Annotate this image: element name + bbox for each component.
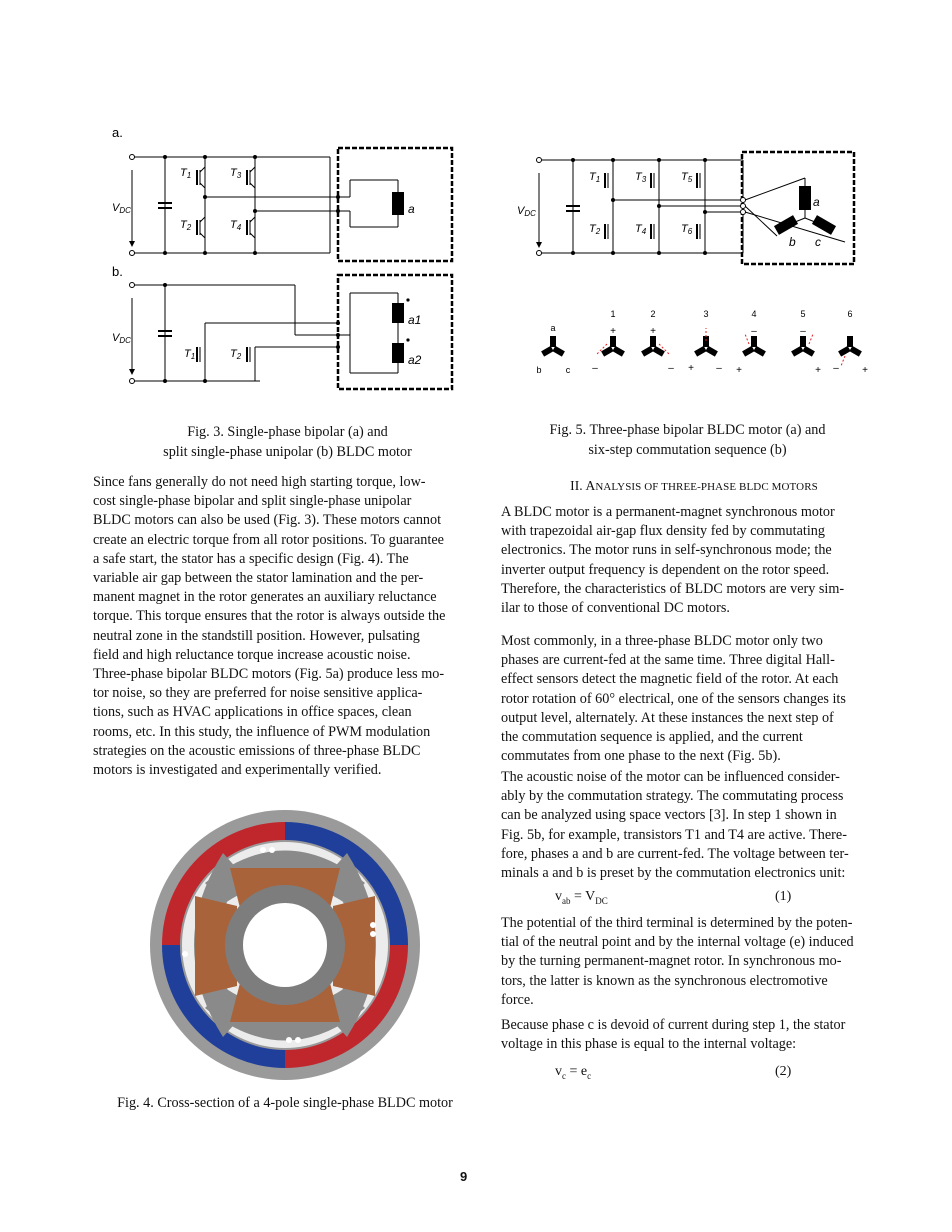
commutation-stars — [541, 336, 862, 357]
right-paragraph-1: A BLDC motor is a permanent-magnet synchronous motor with trapezoidal air-gap flux density fed by commutating electronics. The motor runs in self-synchronous mode; the inverter output frequency is dependent on the rotor speed. Therefore, the characteristics of BLDC motors are very sim- ilar to those of conventional DC motors. — [501, 504, 845, 617]
left-paragraph: Since fans generally do not need high starting torque, low- cost single-phase bipolar and split single-phase unipolar BLDC motors can also be used (Fig. 3). These motors cannot create an electric torque from all rotor positions. To guarantee a safe start, the stator has a specific design (Fig. 4). The variable air gap between the stator lamination and the per- manent magnet in the rotor generates an auxiliary reluctance torque. This torque ensures that the rotor is always outside the neutral zone in the standstill position. However, pulsating field and high reluctance torque increase acoustic noise. Three-phase bipolar BLDC motors (Fig. 5a) produce less mo- tor noise, so they are preferred for noise sensitive applica- tions, such as HVAC applications in office spaces, clean rooms, etc. In this study, the influence of PWM modulation strategies on the acoustic emissions of three-phase BLDC motors is investigated and experimentally verified. — [93, 474, 446, 779]
step-6-label: 6 — [847, 309, 853, 319]
fig3-winding-a1: a1 — [408, 313, 422, 327]
equation-1: $v_{ab} = V_{DC}$ (1) — [555, 889, 792, 906]
fig5-phase-a: a — [813, 195, 820, 209]
step6-plus: + — [862, 365, 868, 376]
step2-minus: – — [668, 363, 674, 374]
step4-minus: – — [751, 326, 757, 337]
fig5-caption: Fig. 5. Three-phase bipolar BLDC motor (a) and six-step commutation sequence (b) — [549, 422, 826, 458]
step-5-label: 5 — [800, 309, 806, 319]
step5-minus: – — [800, 326, 806, 337]
fig3-vdc-a: VDC — [112, 202, 131, 215]
step6-minus: – — [833, 363, 839, 374]
fig5-phase-c: c — [815, 235, 821, 249]
fig5-t6-label: T6 — [681, 223, 693, 236]
fig3-t1-label-b: T1 — [184, 348, 196, 361]
figure-4-motor-cross-section — [145, 808, 425, 1088]
fig5-t5-label: T5 — [681, 171, 693, 184]
step3-plus: + — [688, 363, 694, 374]
section-heading: II. ANALYSIS OF THREE-PHASE BLDC MOTORS — [570, 478, 818, 493]
fig5-vdc: VDC — [517, 205, 536, 218]
step1-minus: – — [592, 363, 598, 374]
fig3-t1-label: T1 — [180, 167, 192, 180]
figure-5-circuit — [505, 148, 875, 388]
step1-plus: + — [610, 326, 616, 337]
right-paragraph-3: The acoustic noise of the motor can be influenced consider- ably by the commutation strategy. The commutating process can be analyzed using space vectors [3]. In step 1 shown in Fig. 5b, for example, transistors T1 and T4 are active. There- fore, phases a and b are current-fed. The voltage between ter- minals a and b is preset by the commutation electronics unit: — [501, 769, 849, 882]
step-1-label: 1 — [610, 309, 616, 319]
step4-plus: + — [736, 365, 742, 376]
fig3-t2-label-b: T2 — [230, 348, 242, 361]
step2-plus: + — [650, 326, 656, 337]
step-4-label: 4 — [751, 309, 757, 319]
fig3-caption: Fig. 3. Single-phase bipolar (a) and split single-phase unipolar (b) BLDC motor — [163, 424, 412, 460]
fig3-t4-label: T4 — [230, 219, 242, 232]
fig5-t4-label: T4 — [635, 223, 647, 236]
fig3-winding-a2: a2 — [408, 353, 422, 367]
right-paragraph-2: Most commonly, in a three-phase BLDC motor only two phases are current-fed at the same time. Three digital Hall- effect sensors detect the magnetic field of the rotor. At each rotor rotation of 60° electrical, one of the sensors changes its output level, alternately. At these instances the next step of the commutation sequence is applied, and the current commutates from one phase to the next (Fig. 5b). — [501, 633, 846, 765]
step-2-label: 2 — [650, 309, 656, 319]
step3-minus: – — [716, 363, 722, 374]
small-phase-b: b — [536, 365, 542, 375]
right-paragraph-4: The potential of the third terminal is determined by the poten- tial of the neutral point and by the internal voltage (e) induced by the turning permanent-magnet rotor. In synchronous mo- tors, the latter is known as the synchronous electromotive force. — [501, 915, 854, 1008]
small-phase-a: a — [550, 323, 556, 333]
fig5-t1-label: T1 — [589, 171, 601, 184]
fig5-phase-b: b — [789, 235, 796, 249]
figure-3-circuit — [100, 125, 460, 405]
fig3-label-b: b. — [112, 264, 123, 279]
fig3-label-a: a. — [112, 125, 123, 140]
fig3-t3-label: T3 — [230, 167, 242, 180]
step5-plus: + — [815, 365, 821, 376]
equation-2: $v_c = e_c$ (2) — [555, 1064, 792, 1081]
fig3-t2-label: T2 — [180, 219, 192, 232]
step-3-label: 3 — [703, 309, 709, 319]
fig3-winding-a: a — [408, 202, 415, 216]
small-phase-c: c — [565, 365, 571, 375]
right-paragraph-5: Because phase c is devoid of current during step 1, the stator voltage in this phase is equal to the internal voltage: — [501, 1017, 846, 1053]
bore — [243, 903, 327, 987]
page-number: 9 — [460, 1169, 468, 1184]
fig4-caption: Fig. 4. Cross-section of a 4-pole single-phase BLDC motor — [117, 1095, 453, 1111]
fig5-t2-label: T2 — [589, 223, 601, 236]
fig5-t3-label: T3 — [635, 171, 647, 184]
fig3-vdc-b: VDC — [112, 332, 131, 345]
